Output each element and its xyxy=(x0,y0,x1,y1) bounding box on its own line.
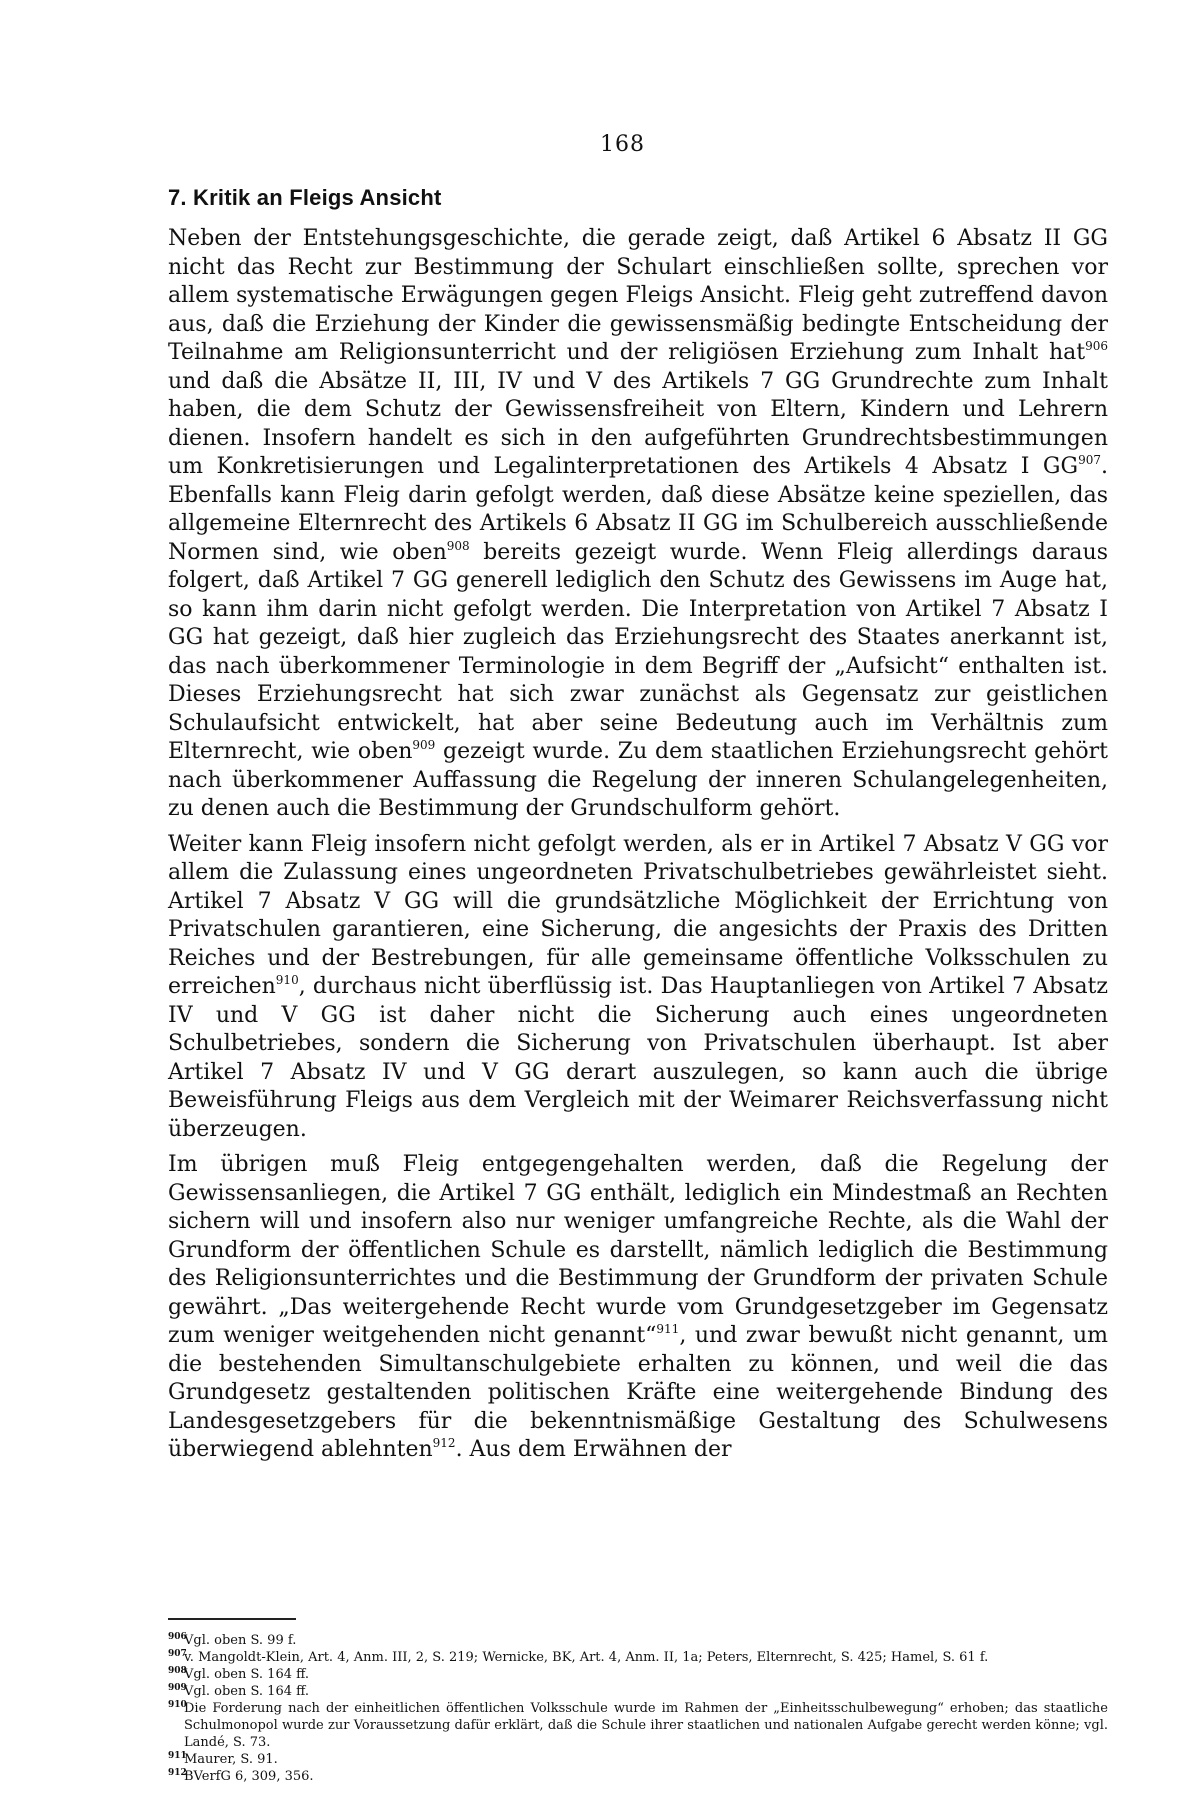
paragraph xyxy=(168,1151,1108,1465)
footnotes xyxy=(168,1632,1108,1785)
footnote-reference: 910 xyxy=(275,973,299,987)
footnote-reference: 912 xyxy=(432,1436,456,1450)
footnote-text: v. Mangoldt-Klein, Art. 4, Anm. III, 2, S. 219; Wernicke, BK, Art. 4, Anm. II, 1a; Peters, Elternrecht, S. 425; Hamel, S. 61 f. xyxy=(184,1650,989,1665)
footnote-text: Vgl. oben S. 164 ff. xyxy=(184,1684,310,1699)
footnote-reference: 909 xyxy=(412,738,436,752)
footnote xyxy=(168,1666,1108,1683)
footnote-text: Maurer, S. 91. xyxy=(184,1752,278,1767)
paragraph-text: , und zwar bewußt nicht genannt, um die bestehenden Simultanschulgebiete erhalten zu können, und weil die das Grundgesetz gestaltenden politischen Kräfte eine weitergehende Bindung des Landesgesetzgebers für die bekenntnismäßige Gestaltung des Schulwesens überwiegend ablehnten xyxy=(168,1323,1108,1462)
footnote-text: BVerfG 6, 309, 356. xyxy=(184,1769,314,1784)
footnote-text: Vgl. oben S. 164 ff. xyxy=(184,1667,310,1682)
paragraph-text: und daß die Absätze II, III, IV und V des Artikels 7 GG Grundrechte zum Inhalt haben, die dem Schutz der Gewissensfreiheit von Eltern, Kindern und Lehrern dienen. Insofern handelt es sich in den aufgeführten Grundrechtsbestimmungen um Konkretisierungen und Legalinterpretationen des Artikels 4 Absatz I GG xyxy=(168,368,1108,479)
footnote-reference: 908 xyxy=(446,538,470,553)
paragraph-text: Im übrigen muß Fleig entgegengehalten werden, daß die Regelung der Gewissensanliegen, die Artikel 7 GG enthält, lediglich ein Mindestmaß an Rechten sichern will und insofern also nur weniger umfangreiche Rechte, als die Wahl der Grundform der öffentlichen Schule es darstellt, nämlich lediglich die Bestimmung des Religionsunterrichtes und die Bestimmung der Grundform der privaten Schule gewährt. „Das weitergehende Recht wurde vom Grundgesetzgeber im Gegensatz zum weniger weitgehenden nicht genannt“ xyxy=(168,1152,1108,1348)
paragraph-text: gezeigt wurde. Zu dem staatlichen Erziehungsrecht gehört nach überkommener Auffassung die Regelung der inneren Schulangelegenheiten, zu denen auch die Bestimmung der Grundschulform gehört. xyxy=(168,739,1108,821)
footnote-number: 911 xyxy=(168,1751,187,1761)
paragraph-text: , durchaus nicht überflüssig ist. Das Hauptanliegen von Artikel 7 Absatz IV und V GG ist daher nicht die Sicherung auch eines ungeordneten Schulbetriebes, sondern die Sicherung von Privatschulen überhaupt. Ist aber Artikel 7 Absatz IV und V GG derart auszulegen, so kann auch die übrige Beweisführung Fleigs aus dem Vergleich mit der Weimarer Reichsverfassung nicht überzeugen. xyxy=(168,974,1108,1142)
paragraph xyxy=(168,225,1108,824)
page-number: 168 xyxy=(600,132,645,157)
paragraph-text: Weiter kann Fleig insofern nicht gefolgt werden, als er in Artikel 7 Absatz V GG vor allem die Zulassung eines ungeordneten Privatschulbetriebes gewährleistet sieht. Artikel 7 Absatz V GG will die grundsätzliche Möglichkeit der Errichtung von Privatschulen garantieren, eine Sicherung, die angesichts der Praxis des Dritten Reiches und der Bestrebungen, für alle gemeinsame öffentliche Volksschulen zu erreichen xyxy=(168,831,1108,999)
footnote xyxy=(168,1632,1108,1649)
footnote-reference: 906 xyxy=(1085,339,1108,353)
paragraph-text: bereits gezeigt wurde. Wenn Fleig allerdings daraus folgert, daß Artikel 7 GG generell lediglich den Schutz des Gewissens im Auge hat, so kann ihm darin nicht gefolgt werden. Die Interpretation von Artikel 7 Absatz I GG hat gezeigt, daß hier zugleich das Erziehungsrecht des Staates anerkannt ist, das nach überkommener Terminologie in dem Begriff der „Aufsicht“ enthalten ist. Dieses Erziehungsrecht hat sich zwar zunächst als Gegensatz zur geistlichen Schulaufsicht entwickelt, hat aber seine Bedeutung auch im Verhältnis zum Elternrecht, wie oben xyxy=(168,539,1109,764)
footnote xyxy=(168,1683,1108,1700)
footnote-number: 906 xyxy=(168,1632,187,1642)
footnote-reference: 911 xyxy=(656,1322,680,1336)
footnote-reference: 907 xyxy=(1078,453,1101,467)
body-text xyxy=(168,225,1108,1472)
paragraph-text: . Aus dem Erwähnen der xyxy=(455,1437,732,1462)
footnote-number: 910 xyxy=(168,1700,187,1710)
footnote-divider xyxy=(168,1618,296,1620)
section-heading: 7. Kritik an Fleigs Ansicht xyxy=(168,185,442,210)
footnote-number: 907 xyxy=(168,1649,187,1659)
footnote-number: 908 xyxy=(168,1666,187,1676)
footnote-number: 912 xyxy=(168,1768,187,1778)
footnote xyxy=(168,1768,1108,1785)
footnote-number: 909 xyxy=(168,1683,187,1693)
footnote xyxy=(168,1751,1108,1768)
paragraph xyxy=(168,831,1108,1145)
footnote xyxy=(168,1700,1108,1751)
paragraph-text: Neben der Entstehungsgeschichte, die gerade zeigt, daß Artikel 6 Absatz II GG nicht das Recht zur Bestimmung der Schulart einschließen sollte, sprechen vor allem systematische Erwägungen gegen Fleigs Ansicht. Fleig geht zutreffend davon aus, daß die Erziehung der Kinder die gewissensmäßig bedingte Entscheidung der Teilnahme am Religionsunterricht und der religiösen Erziehung zum Inhalt hat xyxy=(168,226,1108,365)
paragraph-text: . Ebenfalls kann Fleig darin gefolgt werden, daß diese Absätze keine speziellen, das allgemeine Elternrecht des Artikels 6 Absatz II GG im Schulbereich ausschließende Normen sind, wie oben xyxy=(168,454,1108,565)
footnote-text: Vgl. oben S. 99 f. xyxy=(184,1633,297,1648)
footnote-text: Die Forderung nach der einheitlichen öffentlichen Volksschule wurde im Rahmen der „Einheitsschulbewegung“ erhoben; das staatliche Schulmonopol wurde zur Voraussetzung dafür erklärt, daß die Schule ihrer staatlichen und nationalen Aufgabe gerecht werden könne; vgl. Landé, S. 73. xyxy=(184,1701,1108,1750)
footnote xyxy=(168,1649,1108,1666)
